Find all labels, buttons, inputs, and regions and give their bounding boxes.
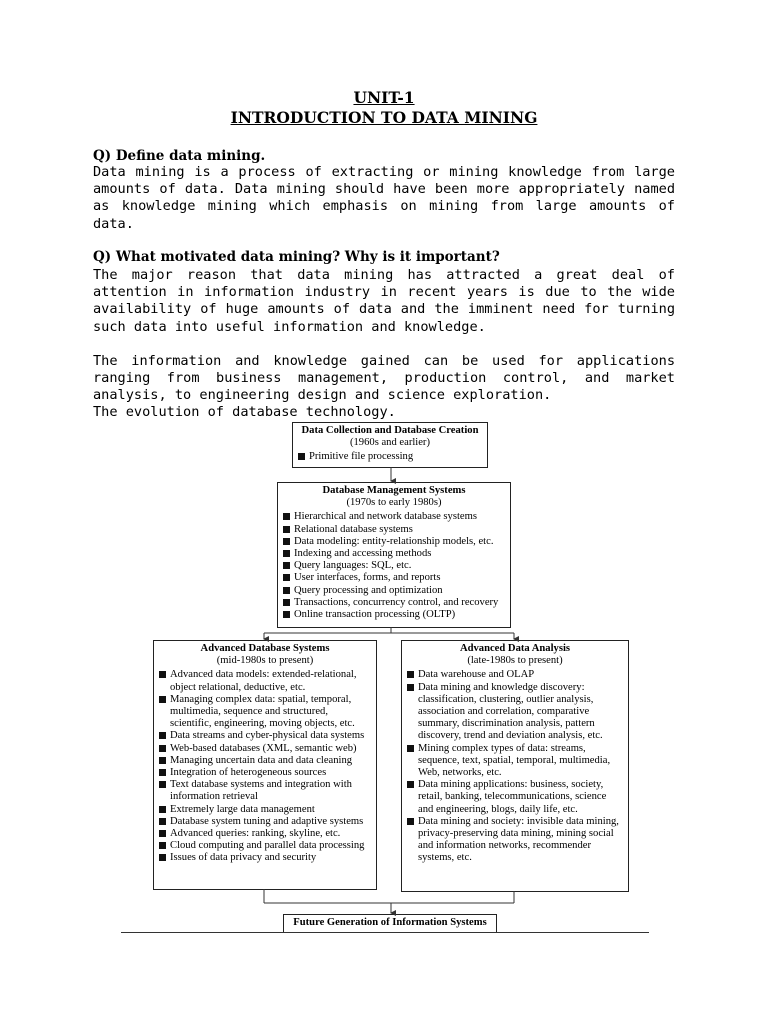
list-item: Advanced data models: extended-relational, object relational, deductive, etc. <box>159 669 372 693</box>
list-item: Mining complex types of data: streams, sequence, text, spatial, temporal, multimedia, Web, networks, etc. <box>407 743 624 780</box>
list-item: Advanced queries: ranking, skyline, etc. <box>159 828 372 840</box>
list-item: Text database systems and integration with information retrieval <box>159 779 372 803</box>
box-advanced-analysis-period: (late-1980s to present) <box>467 655 563 667</box>
list-item: Data warehouse and OLAP <box>407 669 624 681</box>
box-dbms-title: Database Management Systems <box>322 485 466 496</box>
box-advanced-db-period: (mid-1980s to present) <box>216 655 314 667</box>
unit-heading: UNIT-1 <box>353 88 415 107</box>
list-item: Issues of data privacy and security <box>159 852 372 864</box>
motivation-paragraph: The major reason that data mining has attracted a great deal of attention in information industry in recent years is due to the wide availability of huge amounts of data and the imminent need for turning such data into useful information and knowledge. <box>93 267 675 335</box>
evolution-caption: The evolution of database technology. <box>93 404 396 420</box>
list-item: Extremely large data management <box>159 804 372 816</box>
list-item: Data modeling: entity-relationship models, etc. <box>283 536 506 548</box>
box-advanced-analysis-title: Advanced Data Analysis <box>459 643 571 654</box>
list-item: Cloud computing and parallel data processing <box>159 840 372 852</box>
applications-paragraph: The information and knowledge gained can be used for applications ranging from business management, production control, and market analysis, to engineering design and science exploration. <box>93 353 675 404</box>
list-item: Query languages: SQL, etc. <box>283 560 506 572</box>
box-advanced-db-title: Advanced Database Systems <box>200 643 330 654</box>
list-item: Transactions, concurrency control, and recovery <box>283 597 506 609</box>
list-item: Relational database systems <box>283 524 506 536</box>
list-item: Web-based databases (XML, semantic web) <box>159 743 372 755</box>
list-item: Primitive file processing <box>298 451 483 463</box>
box-future-generation-title: Future Generation of Information Systems <box>293 917 487 928</box>
divider-line <box>121 932 649 933</box>
list-item: Managing uncertain data and data cleaning <box>159 755 372 767</box>
list-item: Integration of heterogeneous sources <box>159 767 372 779</box>
box-data-collection-period: (1960s and earlier) <box>349 437 430 449</box>
question-define: Q) Define data mining. <box>93 148 266 164</box>
list-item: User interfaces, forms, and reports <box>283 572 506 584</box>
list-item: Query processing and optimization <box>283 585 506 597</box>
list-item: Online transaction processing (OLTP) <box>283 609 506 621</box>
question-motivation: Q) What motivated data mining? Why is it important? <box>93 249 500 265</box>
list-item: Data mining and knowledge discovery: classification, clustering, outlier analysis, association and correlation, comparative summary, discrimination analysis, pattern discovery, trend and deviation analysis, etc. <box>407 682 624 743</box>
answer-define-paragraph: Data mining is a process of extracting or mining knowledge from large amounts of data. Data mining should have been more appropriately named as knowledge mining which emphasis on mining from large amounts of data. <box>93 164 675 232</box>
list-item: Indexing and accessing methods <box>283 548 506 560</box>
page-title: INTRODUCTION TO DATA MINING <box>230 108 538 127</box>
list-item: Managing complex data: spatial, temporal, multimedia, sequence and structured, scientific, engineering, moving objects, etc. <box>159 694 372 731</box>
list-item: Data mining and society: invisible data mining, privacy-preserving data mining, mining social and information networks, recommender systems, etc. <box>407 816 624 865</box>
list-item: Database system tuning and adaptive systems <box>159 816 372 828</box>
list-item: Hierarchical and network database systems <box>283 511 506 523</box>
list-item: Data streams and cyber-physical data systems <box>159 730 372 742</box>
list-item: Data mining applications: business, society, retail, banking, telecommunications, science and engineering, blogs, daily life, etc. <box>407 779 624 816</box>
box-data-collection-title: Data Collection and Database Creation <box>301 425 479 436</box>
box-dbms-period: (1970s to early 1980s) <box>346 497 442 509</box>
